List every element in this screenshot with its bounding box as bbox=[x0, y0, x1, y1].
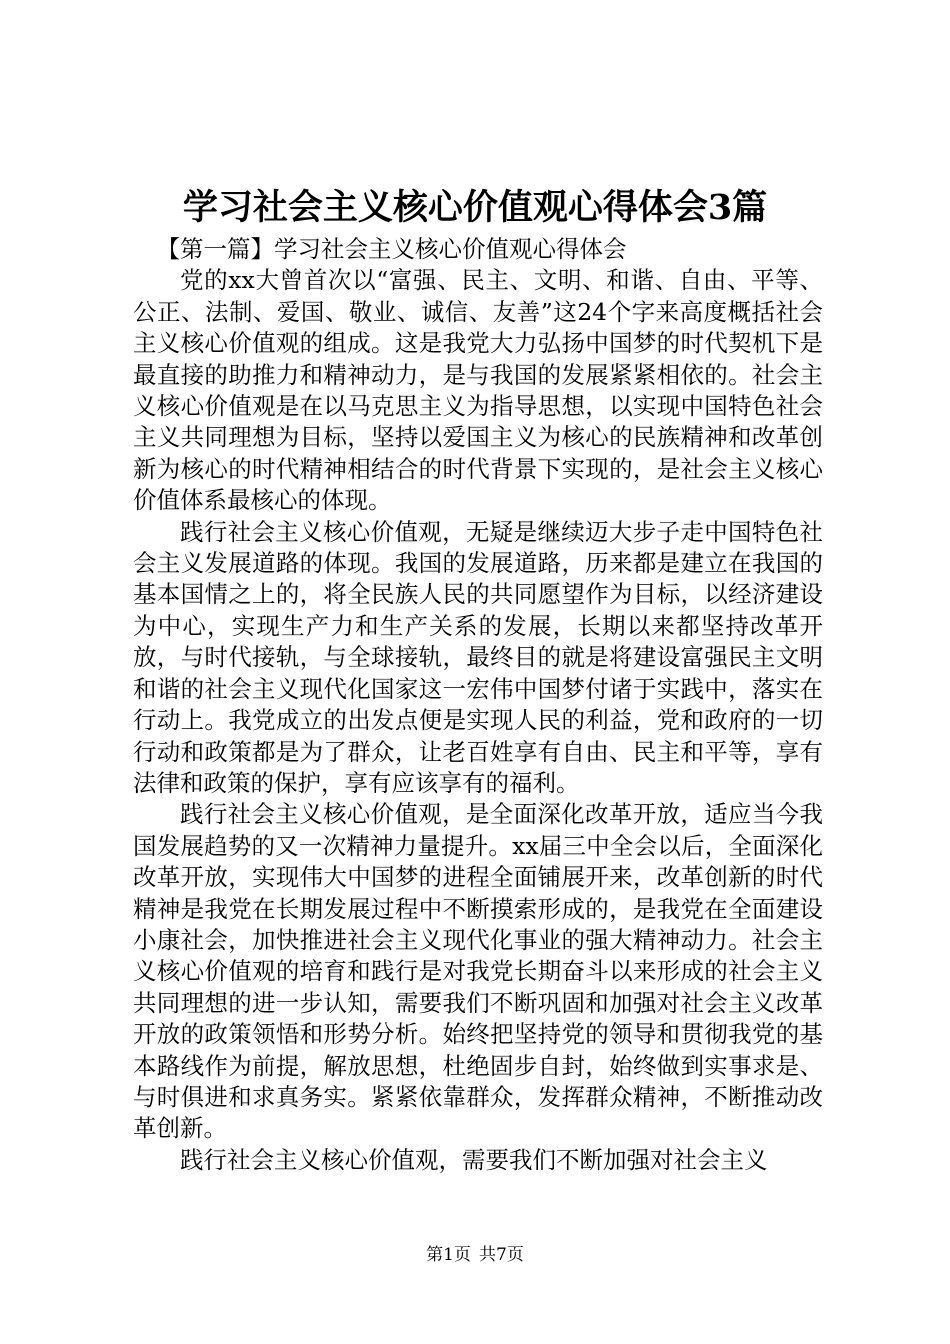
paragraph-3: 践行社会主义核心价值观，是全面深化改革开放，适应当今我国发展趋势的又一次精神力量提升。xx届三中全会以后，全面深化改革开放，实现伟大中国梦的进程全面铺展开来，改革创新的时代精神是我党在长期发展过程中不断摸索形成的，是我党在全面建设小康社会，加快推进社会主义现代化事业的强大精神动力。社会主义核心价值观的培育和践行是对我党长期奋斗以来形成的社会主义共同理想的进一步认知，需要我们不断巩固和加强对社会主义改革开放的政策领悟和形势分析。始终把坚持党的领导和贯彻我党的基本路线作为前提，解放思想，杜绝固步自封，始终做到实事求是、与时俱进和求真务实。紧紧依靠群众，发挥群众精神，不断推动改革创新。 bbox=[133, 800, 823, 1143]
paragraph-4: 践行社会主义核心价值观，需要我们不断加强对社会主义 bbox=[180, 1145, 768, 1174]
section-heading: 【第一篇】学习社会主义核心价值观心得体会 bbox=[156, 235, 627, 263]
document-title: 学习社会主义核心价值观心得体会3篇 bbox=[182, 187, 768, 228]
paragraph-1: 党的xx大曾首次以“富强、民主、文明、和谐、自由、平等、公正、法制、爱国、敬业、诚信、友善”这24个字来高度概括社会主义核心价值观的组成。这是我党大力弘扬中国梦的时代契机下是最直接的助推力和精神动力，是与我国的发展紧紧相依的。社会主义核心价值观是在以马克思主义为指导思想，以实现中国特色社会主义共同理想为目标，坚持以爱国主义为核心的民族精神和改革创新为核心的时代精神相结合的时代背景下实现的，是社会主义核心价值体系最核心的体现。 bbox=[133, 266, 823, 515]
document-body bbox=[133, 234, 823, 1176]
page-footer bbox=[0, 1243, 950, 1267]
page-number: 第1页 bbox=[426, 1245, 471, 1265]
paragraph-2: 践行社会主义核心价值观，无疑是继续迈大步子走中国特色社会主义发展道路的体现。我国的发展道路，历来都是建立在我国的基本国情之上的，将全民族人民的共同愿望作为目标，以经济建设为中心，实现生产力和生产关系的发展，长期以来都坚持改革开放，与时代接轨，与全球接轨，最终目的就是将建设富强民主文明和谐的社会主义现代化国家这一宏伟中国梦付诸于实践中，落实在行动上。我党成立的出发点便是实现人民的利益，党和政府的一切行动和政策都是为了群众，让老百姓享有自由、民主和平等，享有法律和政策的保护，享有应该享有的福利。 bbox=[133, 517, 823, 797]
page-total: 共7页 bbox=[479, 1245, 524, 1265]
